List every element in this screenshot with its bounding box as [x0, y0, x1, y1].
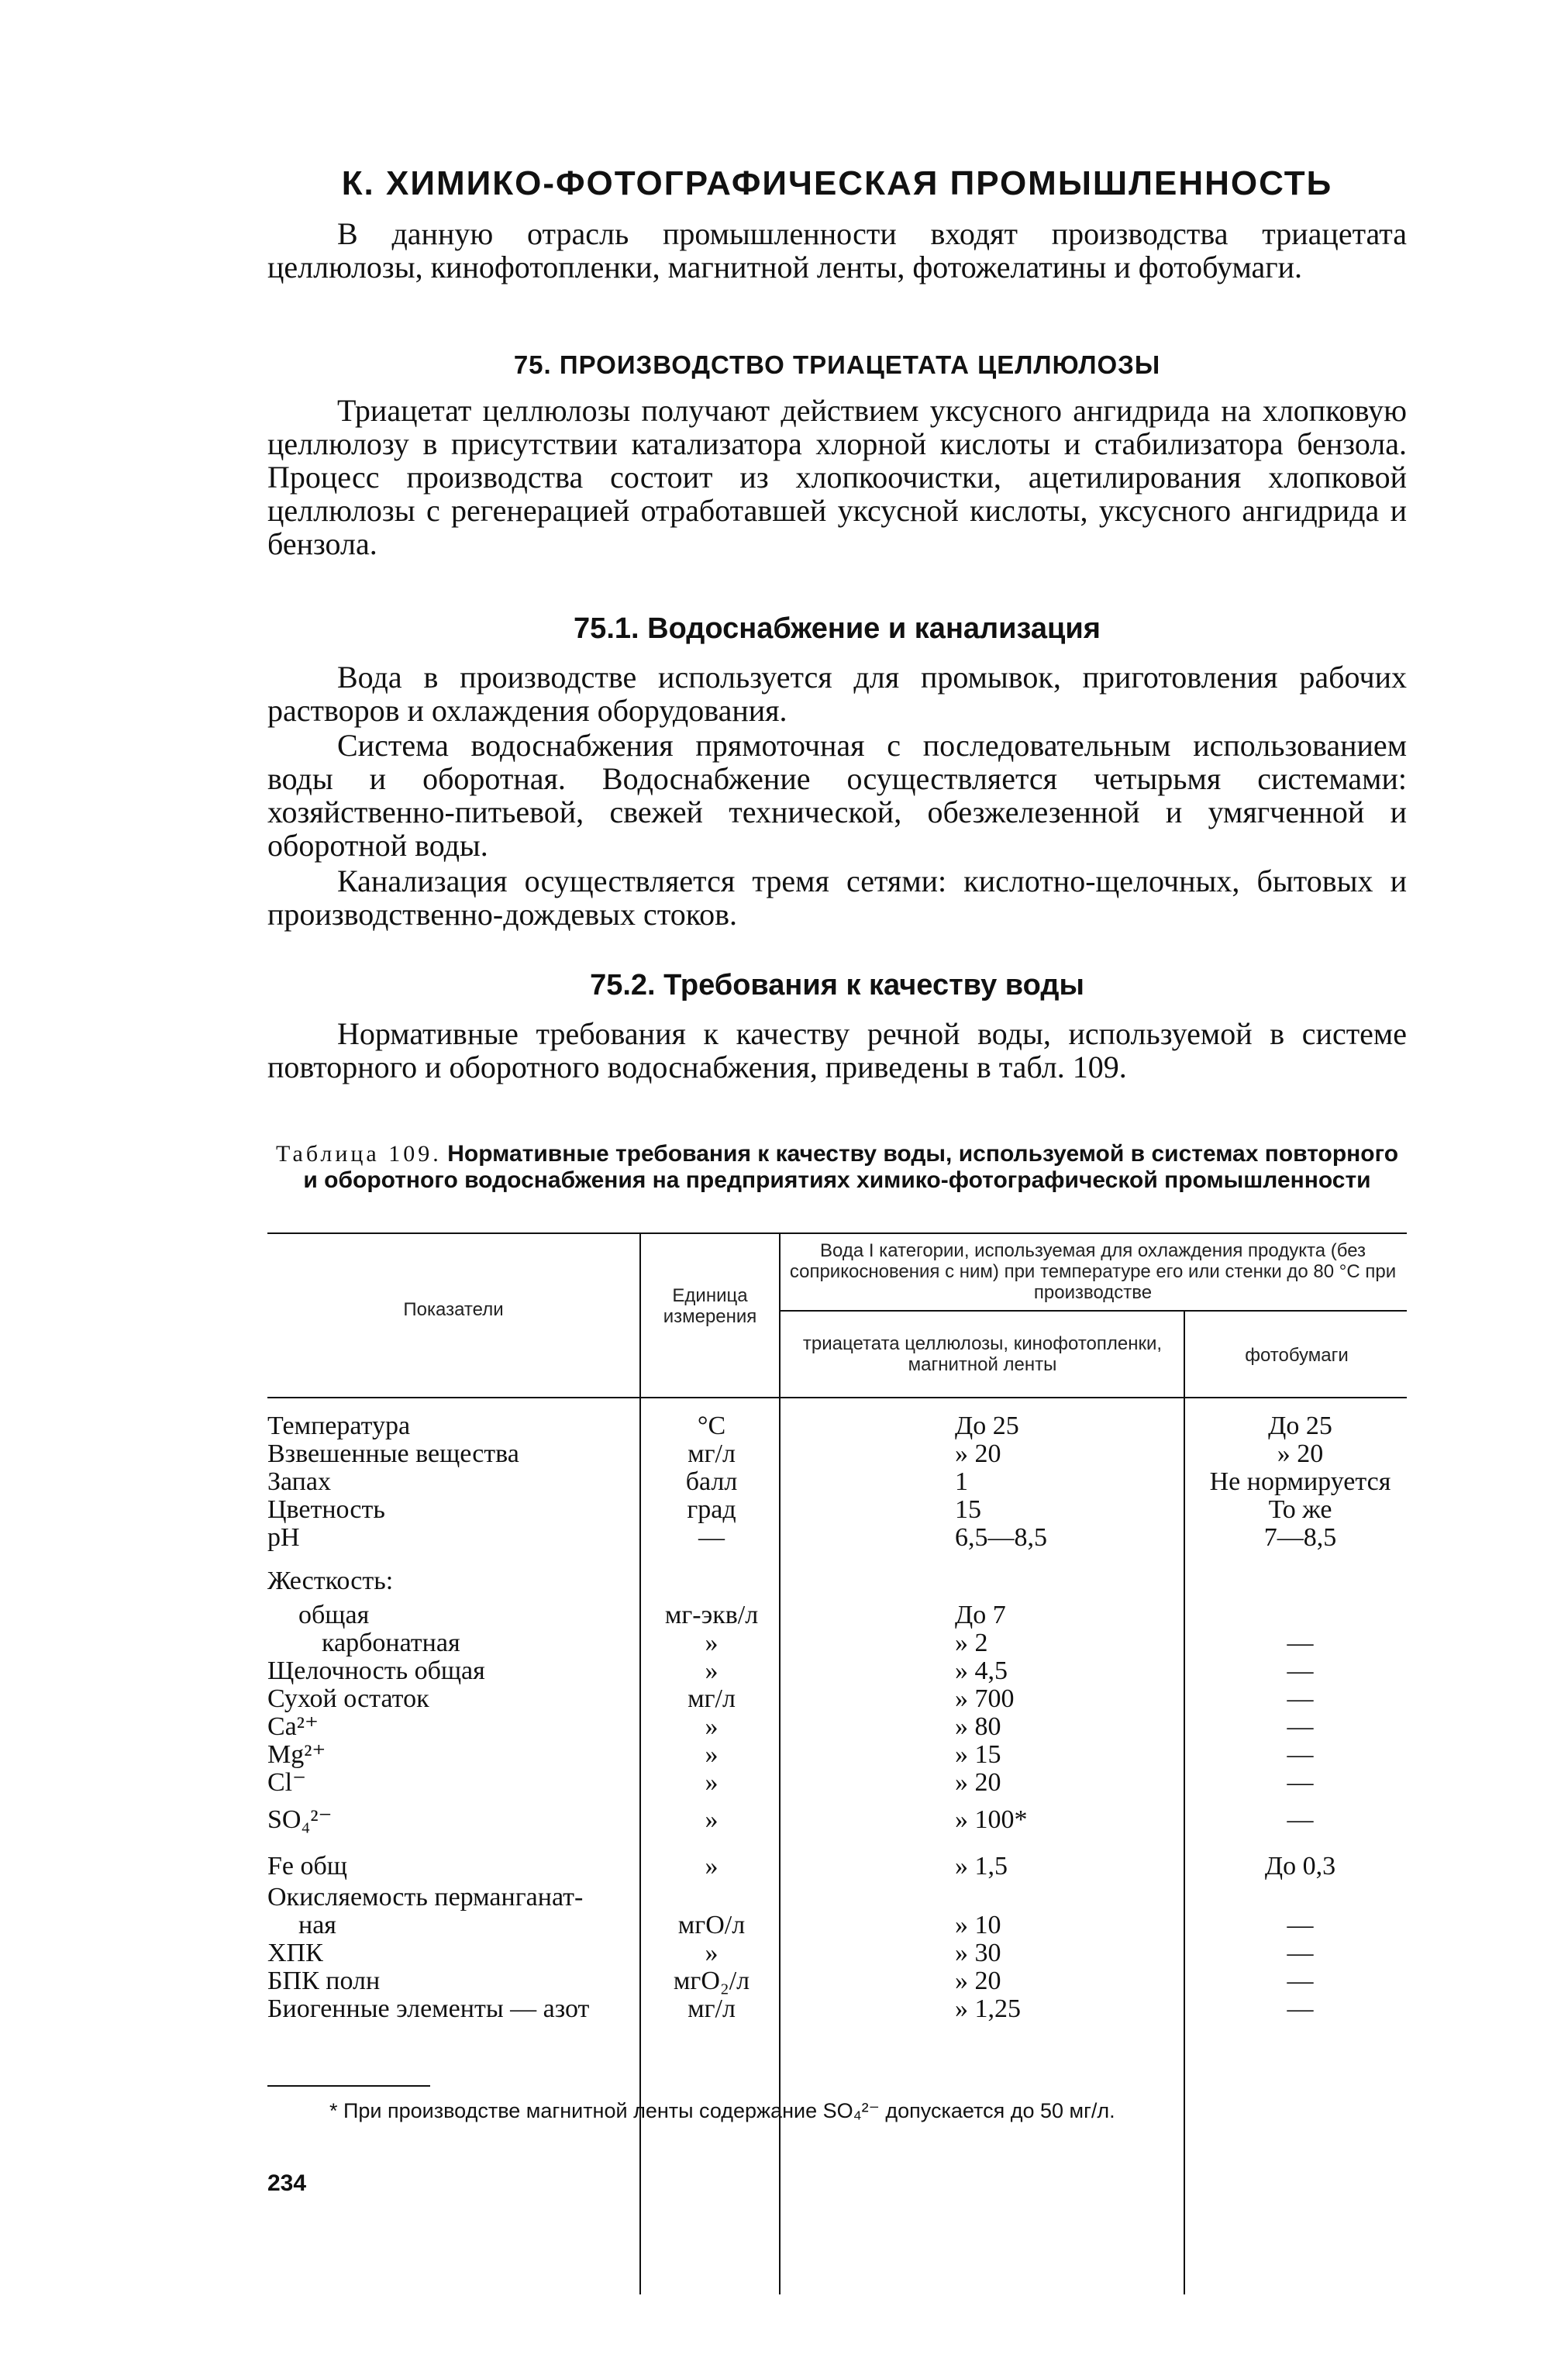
row-value-triacetate: » 1,5: [955, 1852, 1008, 1881]
row-value-triacetate: » 100*: [955, 1805, 1028, 1834]
water-system-paragraph: Система водоснабжения прямоточная с последовательным использованием воды и оборотная. Водоснабжение осуществляется четырьмя системами: хозяйственно-питьевой, свежей технической, обезжелезенной и умягченной и оборотной воды.: [267, 728, 1407, 863]
row-value-triacetate: » 15: [955, 1740, 1001, 1769]
row-unit: »: [705, 1656, 719, 1685]
table-row: [267, 1884, 1407, 1912]
row-unit: »: [705, 1768, 719, 1797]
row-indicator: Жесткость:: [267, 1567, 394, 1595]
row-value-triacetate: » 30: [955, 1939, 1001, 1967]
row-unit: —: [698, 1523, 725, 1552]
row-value-photopaper: То же: [1268, 1495, 1332, 1524]
row-indicator: Fe общ: [267, 1853, 347, 1881]
intro-paragraph: В данную отрасль промышленности входят производства триацетата целлюлозы, кинофотопленки, магнитной ленты, фотожелатины и фотобумаги.: [267, 216, 1407, 284]
row-value-triacetate: » 700: [955, 1684, 1015, 1713]
row-unit: »: [705, 1805, 719, 1834]
row-indicator: Запах: [267, 1468, 331, 1496]
subsection-title-water-supply: 75.1. Водоснабжение и канализация: [574, 612, 1101, 645]
table-row: [267, 1412, 1407, 1440]
row-indicator: Биогенные элементы — азот: [267, 1995, 590, 2023]
table-row: [267, 1912, 1407, 1939]
row-value-photopaper: —: [1287, 1768, 1314, 1797]
row-unit: мгО/л: [677, 1911, 746, 1939]
row-unit: мг-экв/л: [664, 1601, 759, 1629]
row-unit: мгО₂/л: [673, 1967, 750, 1995]
row-value-photopaper: —: [1287, 1740, 1314, 1769]
row-value-photopaper: До 0,3: [1264, 1852, 1336, 1881]
row-value-triacetate: » 20: [955, 1768, 1001, 1797]
requirements-paragraph: Нормативные требования к качеству речной воды, используемой в системе повторного и оборотного водоснабжения, приведены в табл. 109.: [267, 1016, 1407, 1084]
row-value-photopaper: 7—8,5: [1263, 1523, 1337, 1552]
table-row: [267, 1496, 1407, 1524]
row-unit: мг/л: [688, 1684, 736, 1713]
row-indicator: ная: [298, 1912, 336, 1939]
row-value-triacetate: » 80: [955, 1712, 1001, 1741]
row-unit: »: [705, 1629, 719, 1657]
table-row: [267, 1995, 1407, 2023]
row-value-triacetate: 15: [955, 1495, 981, 1524]
row-unit: »: [705, 1712, 719, 1741]
row-value-photopaper: —: [1287, 1629, 1314, 1657]
row-value-photopaper: —: [1287, 1684, 1314, 1713]
header-group-water-category: Вода I категории, используемая для охлаждения продукта (без соприкосновения с ним) при температуре его или стенки до 80 °С при производстве: [789, 1240, 1397, 1303]
row-value-triacetate: » 4,5: [955, 1656, 1008, 1685]
row-value-triacetate: » 1,25: [955, 1994, 1021, 2023]
row-value-triacetate: 6,5—8,5: [955, 1523, 1047, 1552]
row-unit: »: [705, 1852, 719, 1881]
table-row: [267, 1524, 1407, 1552]
row-value-photopaper: —: [1287, 1656, 1314, 1685]
row-value-photopaper: Не нормируется: [1209, 1467, 1391, 1496]
row-value-triacetate: 1: [955, 1467, 968, 1496]
row-value-photopaper: —: [1287, 1712, 1314, 1741]
table-row: [267, 1967, 1407, 1995]
header-photopaper: фотобумаги: [1245, 1345, 1349, 1366]
table-row: [267, 1741, 1407, 1769]
row-value-triacetate: » 10: [955, 1911, 1001, 1939]
table-row: [267, 1685, 1407, 1713]
row-indicator: pH: [267, 1524, 300, 1552]
subsection-title-water-quality: 75.2. Требования к качеству воды: [590, 969, 1084, 1001]
row-indicator: Цветность: [267, 1496, 385, 1524]
table-row: [267, 1629, 1407, 1657]
chapter-paragraph: Триацетат целлюлозы получают действием уксусного ангидрида на хлопковую целлюлозу в присутствии катализатора хлорной кислоты и стабилизатора бензола. Процесс производства состоит из хлопкоочистки, ацетилирования хлопковой целлюлозы с регенерацией отработавшей уксусной кислоты, уксусного ангидрида и бензола.: [267, 393, 1407, 561]
section-title: К. ХИМИКО-ФОТОГРАФИЧЕСКАЯ ПРОМЫШЛЕННОСТЬ: [341, 164, 1333, 202]
table-row: [267, 1769, 1407, 1797]
table-caption-text: Нормативные требования к качеству воды, используемой в системах повторного и оборотного водоснабжения на предприятиях химико-фотографической промышленности: [303, 1141, 1399, 1193]
table-row: [267, 1806, 1407, 1834]
row-unit: »: [705, 1939, 719, 1967]
row-indicator: Ca²⁺: [267, 1713, 319, 1741]
table-footnote: * При производстве магнитной ленты содержание SO₄²⁻ допускается до 50 мг/л.: [329, 2099, 1115, 2122]
row-value-photopaper: До 25: [1268, 1412, 1332, 1440]
table-caption: [267, 1141, 1407, 1194]
row-indicator: Щелочность общая: [267, 1657, 485, 1685]
header-triacetate: триацетата целлюлозы, кинофотопленки, магнитной ленты: [802, 1333, 1163, 1375]
row-value-photopaper: —: [1287, 1939, 1314, 1967]
row-indicator: Mg²⁺: [267, 1741, 326, 1769]
row-value-photopaper: —: [1287, 1967, 1314, 1995]
row-value-photopaper: —: [1287, 1994, 1314, 2023]
header-indicators: Показатели: [403, 1299, 504, 1320]
footnote-rule: [267, 2085, 430, 2087]
row-indicator: Окисляемость перманганат-: [267, 1884, 584, 1912]
row-value-triacetate: » 2: [955, 1629, 988, 1657]
row-value-triacetate: До 25: [955, 1412, 1019, 1440]
row-value-photopaper: —: [1287, 1911, 1314, 1939]
table-row: [267, 1657, 1407, 1685]
sewage-paragraph: Канализация осуществляется тремя сетями: кислотно-щелочных, бытовых и производственно-дождевых стоков.: [267, 864, 1407, 932]
table-row: [267, 1567, 1407, 1595]
table-row: [267, 1468, 1407, 1496]
table-row: [267, 1601, 1407, 1629]
table-row: [267, 1853, 1407, 1881]
row-value-triacetate: До 7: [955, 1601, 1006, 1629]
row-indicator: Температура: [267, 1412, 411, 1440]
row-unit: °С: [697, 1412, 726, 1440]
row-indicator: Сухой остаток: [267, 1685, 429, 1713]
row-indicator: SO₄²⁻: [267, 1806, 333, 1834]
water-use-paragraph: Вода в производстве используется для промывок, приготовления рабочих растворов и охлаждения оборудования.: [267, 660, 1407, 728]
row-indicator: карбонатная: [322, 1629, 460, 1657]
row-value-triacetate: » 20: [955, 1439, 1001, 1468]
row-value-photopaper: » 20: [1277, 1439, 1324, 1468]
chapter-title: 75. ПРОИЗВОДСТВО ТРИАЦЕТАТА ЦЕЛЛЮЛОЗЫ: [513, 350, 1161, 379]
row-indicator: ХПК: [267, 1939, 323, 1967]
table-row: [267, 1939, 1407, 1967]
row-indicator: общая: [298, 1601, 370, 1629]
table-row: [267, 1440, 1407, 1468]
row-value-photopaper: —: [1287, 1805, 1314, 1834]
row-indicator: Взвешенные вещества: [267, 1440, 519, 1468]
row-unit: мг/л: [688, 1439, 736, 1468]
table-row: [267, 1713, 1407, 1741]
page-number: 234: [267, 2170, 307, 2196]
row-indicator: Cl⁻: [267, 1769, 307, 1797]
row-indicator: БПК полн: [267, 1967, 381, 1995]
row-value-triacetate: » 20: [955, 1967, 1001, 1995]
row-unit: »: [705, 1740, 719, 1769]
row-unit: балл: [685, 1467, 738, 1496]
table-caption-lead: Таблица 109.: [275, 1141, 442, 1167]
header-unit: Единица измерения: [663, 1285, 757, 1327]
requirements-table: [267, 1232, 1407, 2333]
row-unit: мг/л: [688, 1994, 736, 2023]
row-unit: град: [687, 1495, 736, 1524]
